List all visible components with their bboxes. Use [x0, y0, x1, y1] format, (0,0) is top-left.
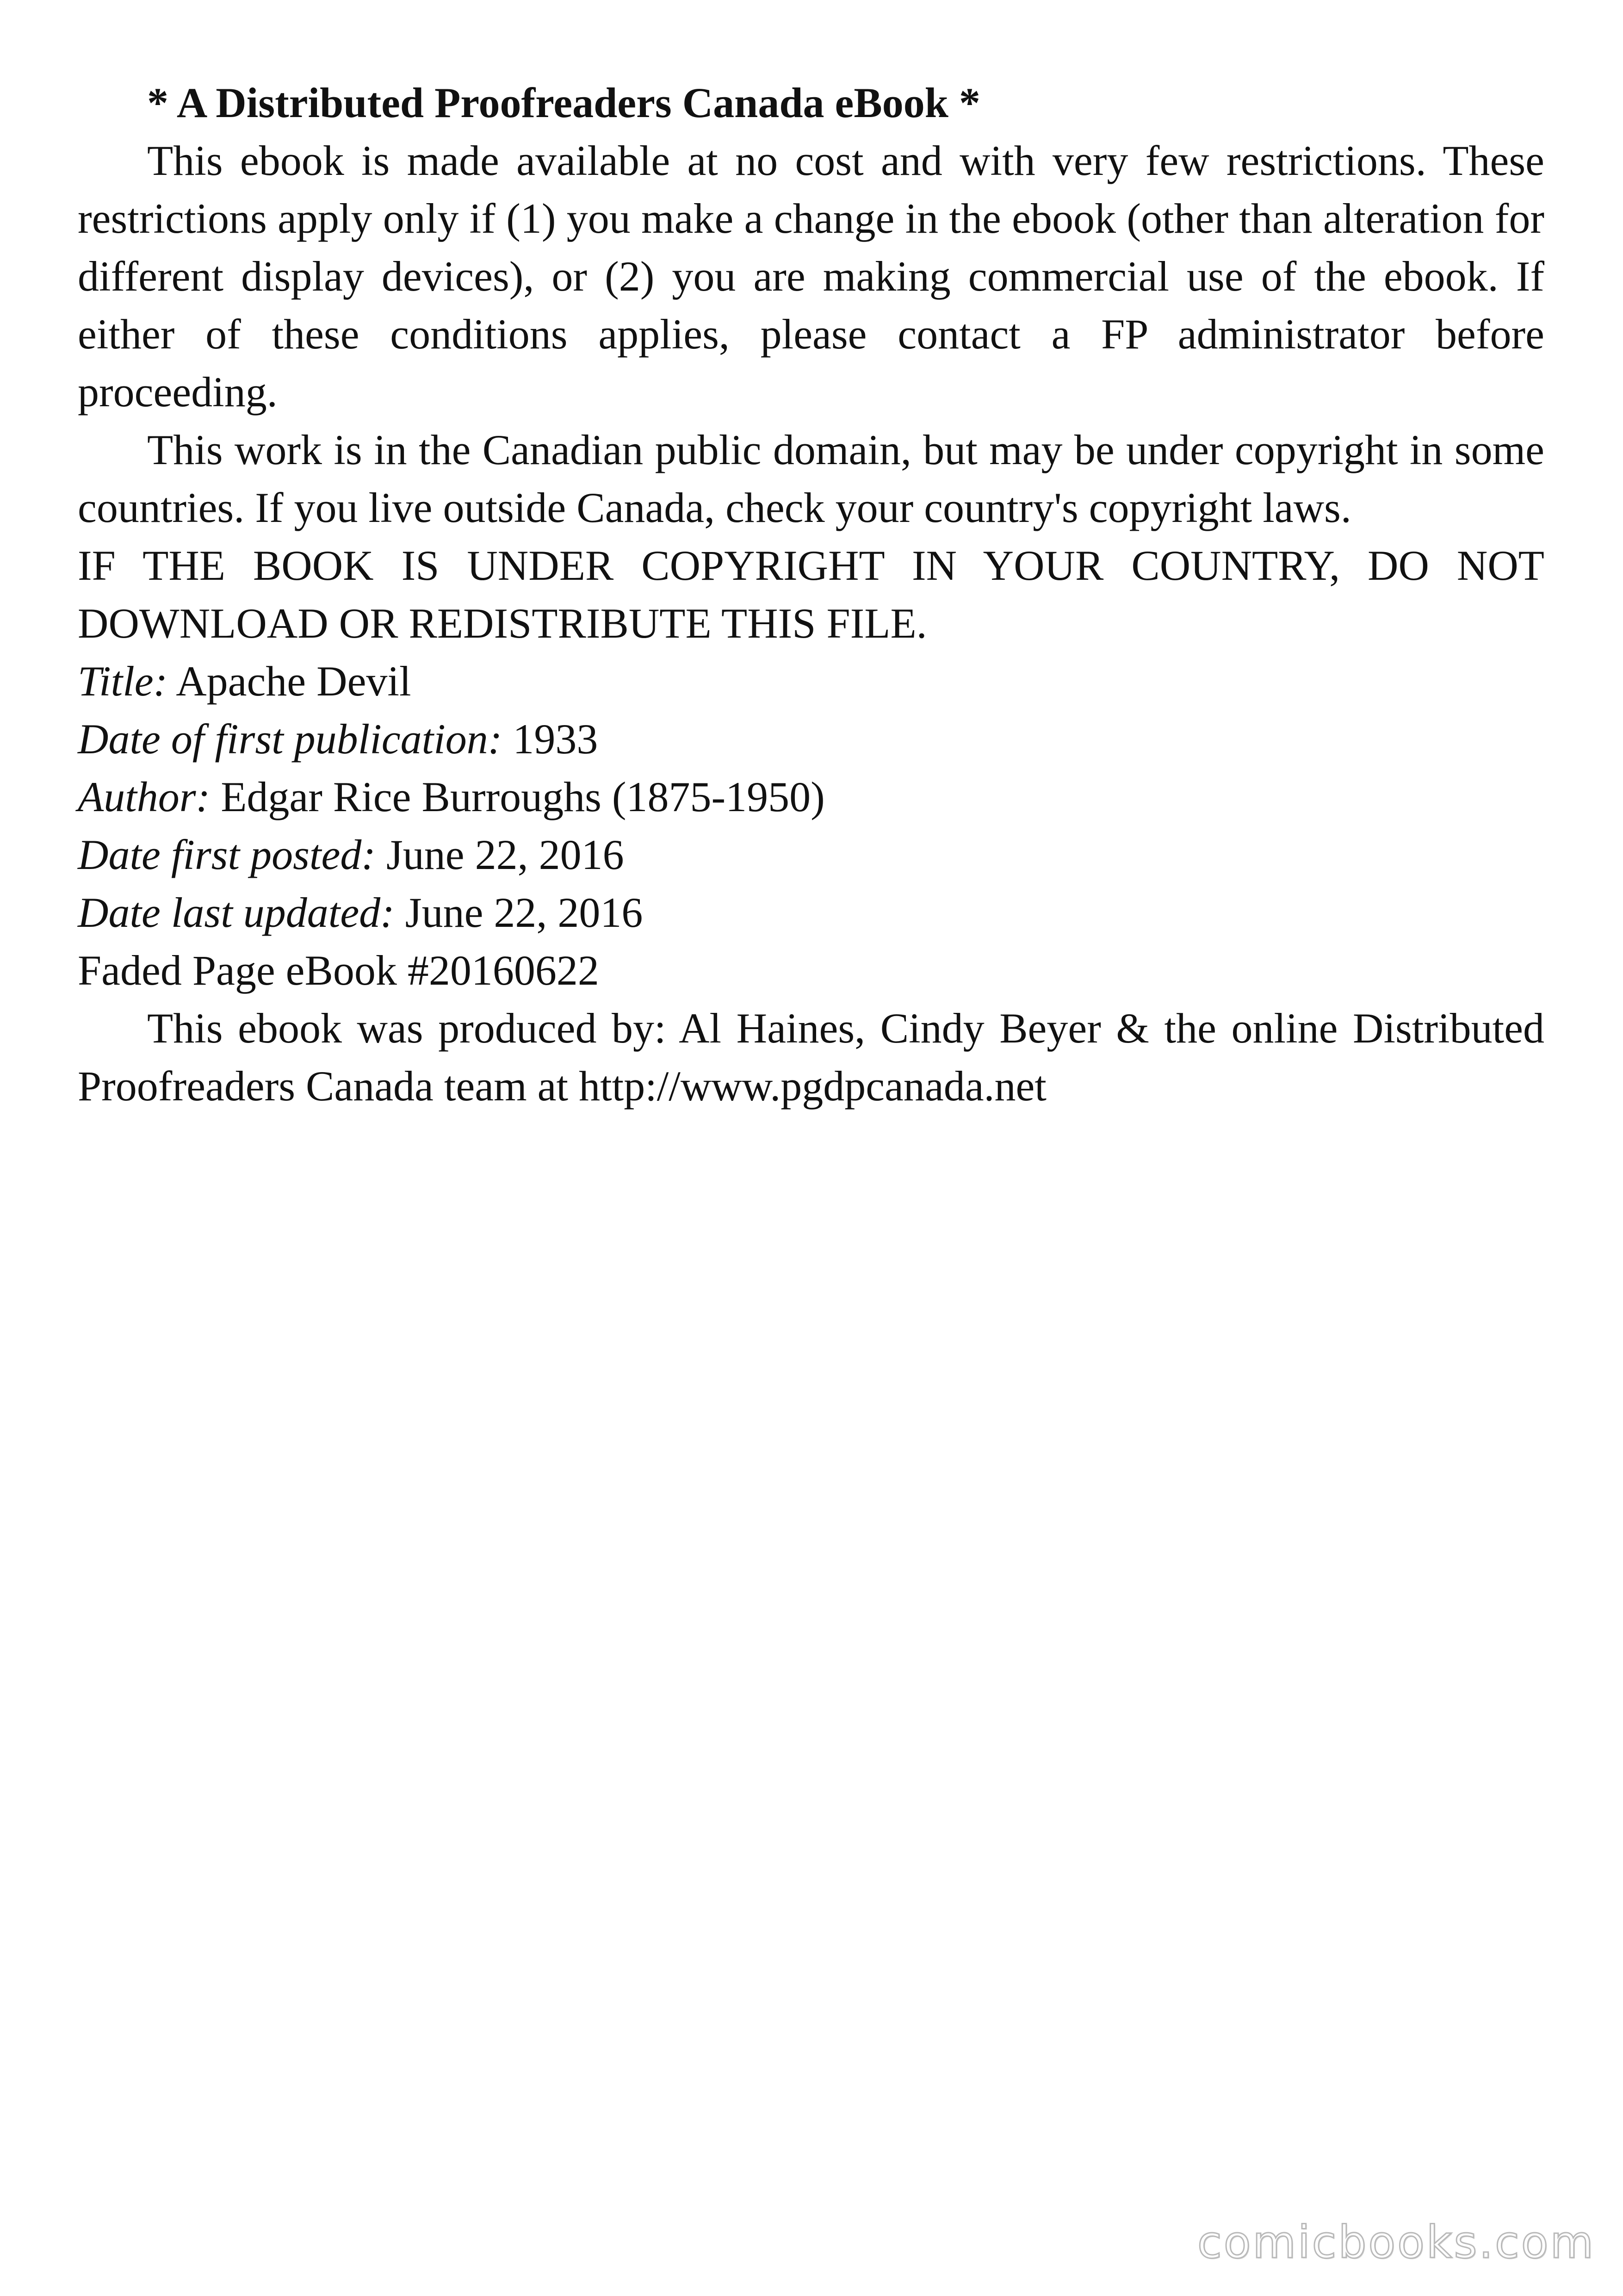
copyright-caps-tail: DOWNLOAD OR REDISTRIBUTE THIS FILE. — [78, 600, 927, 647]
title-value: Apache Devil — [176, 658, 411, 705]
first-posted-value: June 22, 2016 — [386, 831, 624, 878]
first-posted-label: Date first posted: — [78, 831, 376, 878]
watermark-logo: comicbooks.com — [1197, 2216, 1595, 2268]
first-posted-line — [78, 826, 1544, 884]
first-publication-line — [78, 710, 1544, 768]
author-label: Author: — [78, 773, 211, 820]
document-page — [78, 74, 1544, 1115]
credits-paragraph: This ebook was produced by: Al Haines, Cindy Beyer & the online Distributed Proofreaders Canada team at http://www.pgdpcanada.net — [78, 1005, 1544, 1110]
first-publication-label: Date of first publication: — [78, 715, 502, 763]
author-value: Edgar Rice Burroughs (1875-1950) — [221, 773, 825, 820]
copyright-caps-line: IF THE BOOK IS UNDER COPYRIGHT IN YOUR COUNTRY, DO NOT — [78, 542, 1544, 589]
copyright-paragraph — [78, 421, 1544, 652]
last-updated-label: Date last updated: — [78, 889, 395, 936]
intro-paragraph: This ebook is made available at no cost and with very few restrictions. These restrictions apply only if (1) you make a change in the ebook (other than alteration for different display devices), or (2) you are making commercial use of the ebook. If either of these conditions applies, please contact a FP administrator before proceeding. — [78, 137, 1544, 416]
first-publication-value: 1933 — [513, 715, 598, 763]
author-line — [78, 768, 1544, 826]
title-label: Title: — [78, 658, 168, 705]
ebook-number: Faded Page eBook #20160622 — [78, 947, 599, 994]
copyright-text: This work is in the Canadian public domain, but may be under copyright in some countries. If you live outside Canada, check your country's copyright laws. — [78, 426, 1544, 531]
page-heading: * A Distributed Proofreaders Canada eBook * — [147, 79, 980, 126]
title-line — [78, 652, 1544, 710]
last-updated-value: June 22, 2016 — [405, 889, 643, 936]
last-updated-line — [78, 884, 1544, 942]
